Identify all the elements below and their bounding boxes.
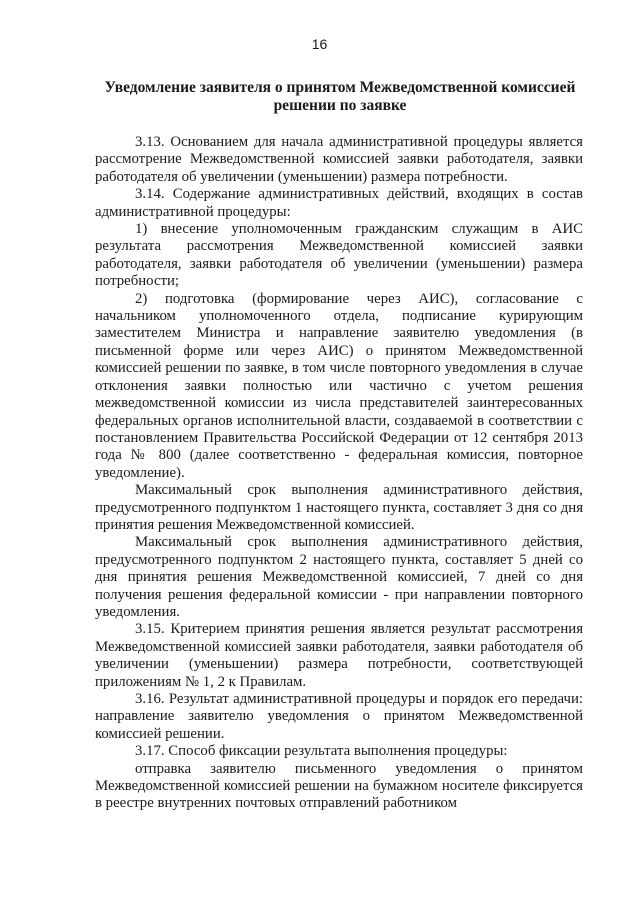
paragraph-3-14-item-1: 1) внесение уполномоченным гражданским служащим в АИС результата рассмотрения Межведомственной комиссией заявки работодателя, заявки работодателя об увеличении (уменьшении) размера потребности;	[95, 221, 583, 290]
paragraph-3-17-text: отправка заявителю письменного уведомления о принятом Межведомственной комиссией решении на бумажном носителе фиксируется в реестре внутренних почтовых отправлений работником	[95, 760, 583, 812]
paragraph-max-term-1: Максимальный срок выполнения административного действия, предусмотренного подпунктом 1 настоящего пункта, составляет 3 дня со дня принятия решения Межведомственной комиссией.	[95, 482, 583, 533]
section-heading	[90, 79, 590, 115]
paragraph-max-term-2: Максимальный срок выполнения административного действия, предусмотренного подпунктом 2 настоящего пункта, составляет 5 дней со дня принятия решения Межведомственной комиссией, 7 дней со дня получения решения федеральной комиссии - при направлении повторного уведомления.	[95, 534, 583, 620]
paragraph-3-16: 3.16. Результат административной процедуры и порядок его передачи: направление заявителю уведомления о принятом Межведомственной комиссией решении.	[95, 691, 583, 742]
paragraph-3-14: 3.14. Содержание административных действий, входящих в состав административной процедуры:	[95, 186, 583, 220]
paragraph-3-13: 3.13. Основанием для начала административной процедуры является рассмотрение Межведомственной комиссией заявки работодателя, заявки работодателя об увеличении (уменьшении) размера потребности.	[95, 134, 583, 185]
page-number: 16	[311, 36, 328, 52]
section-heading-line-1: Уведомление заявителя о принятом Межведомственной комиссией	[104, 79, 576, 96]
paragraph-3-15: 3.15. Критерием принятия решения является результат рассмотрения Межведомственной комиссией заявки работодателя, заявки работодателя об увеличении (уменьшении) размера потребности, соответствующей приложениям № 1, 2 к Правилам.	[95, 621, 583, 690]
paragraph-3-17: 3.17. Способ фиксации результата выполнения процедуры:	[135, 743, 508, 760]
section-heading-line-2: решении по заявке	[273, 97, 407, 114]
paragraph-3-14-item-2: 2) подготовка (формирование через АИС), согласование с начальником уполномоченного отдела, подписание курирующим заместителем Министра и направление заявителю уведомления (в письменной форме или через АИС) о принятом Межведомственной комиссией решении по заявке, в том числе повторного уведомления в случае отклонения заявки полностью или частично с учетом решения межведомственной комиссии из числа представителей заинтересованных федеральных органов исполнительной власти, создаваемой в соответствии с постановлением Правительства Российской Федерации от 12 сентября 2013 года № 800 (далее соответственно - федеральная комиссия, повторное уведомление).	[95, 290, 583, 481]
document-body	[95, 134, 583, 813]
